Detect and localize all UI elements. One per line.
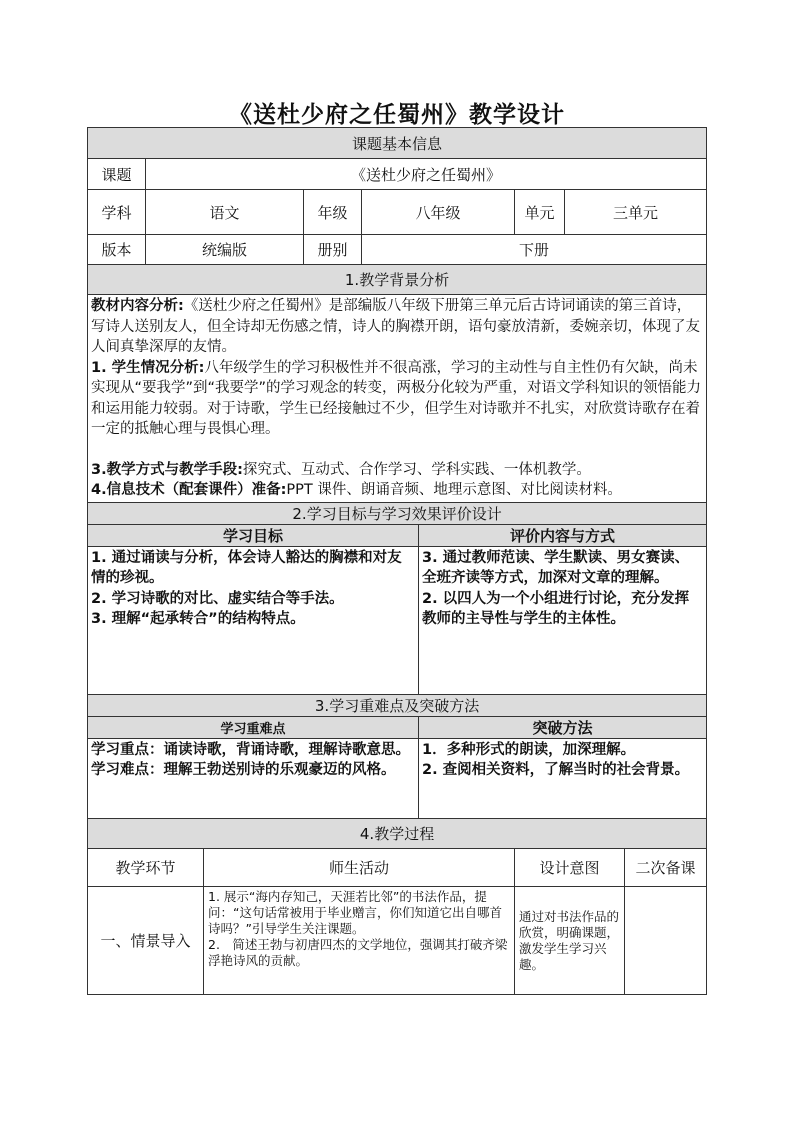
unit-value: 三单元 bbox=[565, 190, 707, 235]
section1-header: 1.教学背景分析 bbox=[88, 265, 707, 295]
edition-label: 版本 bbox=[88, 235, 146, 265]
goal-item: 1. 通过诵读与分析，体会诗人豁达的胸襟和对友情的珍视。 bbox=[91, 549, 402, 586]
edition-value: 统编版 bbox=[146, 235, 304, 265]
grade-value: 八年级 bbox=[362, 190, 515, 235]
lesson-plan-table bbox=[87, 127, 706, 995]
student-analysis-label: 1. 学生情况分析: bbox=[91, 359, 205, 376]
volume-label: 册别 bbox=[304, 235, 362, 265]
section3-header: 3.学习重难点及突破方法 bbox=[88, 694, 707, 716]
key-point-item: 学习难点：理解王勃送别诗的乐观豪迈的风格。 bbox=[91, 762, 396, 778]
goal-item: 3. 理解“起承转合”的结构特点。 bbox=[91, 611, 305, 627]
background-analysis bbox=[88, 295, 707, 503]
evaluation-item: 3. 通过教师范读、学生默读、男女赛读、全班齐读等方式，加深对文章的理解。 bbox=[422, 549, 690, 586]
section2-header: 2.学习目标与学习效果评价设计 bbox=[88, 502, 707, 524]
grade-label: 年级 bbox=[304, 190, 362, 235]
key-points-header: 学习重难点 bbox=[88, 716, 419, 738]
stage-cell: 一、情景导入 bbox=[88, 886, 204, 994]
stage-column-header: 教学环节 bbox=[88, 848, 204, 886]
intent-cell: 通过对书法作品的欣赏，明确课题，激发学生学习兴趣。 bbox=[515, 886, 625, 994]
intent-column-header: 设计意图 bbox=[515, 848, 625, 886]
learning-goals bbox=[88, 546, 419, 694]
key-points bbox=[88, 738, 419, 818]
method-item: 2. 查阅相关资料，了解当时的社会背景。 bbox=[422, 762, 690, 778]
subject-label: 学科 bbox=[88, 190, 146, 235]
it-preparation-label: 4.信息技术（配套课件）准备: bbox=[91, 482, 287, 498]
volume-value: 下册 bbox=[362, 235, 707, 265]
goal-item: 2. 学习诗歌的对比、虚实结合等手法。 bbox=[91, 590, 344, 607]
breakthrough-methods bbox=[419, 738, 707, 818]
activity-item: 2. 简述王勃与初唐四杰的文学地位，强调其打破齐梁浮艳诗风的贡献。 bbox=[208, 936, 508, 968]
textbook-analysis-text: 《送杜少府之任蜀州》是部编版八年级下册第三单元后古诗词诵读的第三首诗，写诗人送别友人，但全诗却无伤感之情，诗人的胸襟开朗，语句豪放清新，委婉亲切，体现了友人间真挚深厚的友情。 bbox=[91, 298, 700, 355]
evaluation-methods bbox=[419, 546, 707, 694]
it-preparation-text: PPT 课件、朗诵音频、地理示意图、对比阅读材料。 bbox=[286, 482, 622, 498]
table-row bbox=[88, 886, 707, 994]
learning-goals-header: 学习目标 bbox=[88, 524, 419, 546]
method-item: 1．多种形式的朗读，加深理解。 bbox=[422, 741, 636, 758]
key-point-item: 学习重点：诵读诗歌，背诵诗歌，理解诗歌意思。 bbox=[91, 741, 410, 758]
topic-value: 《送杜少府之任蜀州》 bbox=[146, 159, 707, 190]
unit-label: 单元 bbox=[515, 190, 565, 235]
evaluation-header: 评价内容与方式 bbox=[419, 524, 707, 546]
activity-cell bbox=[204, 886, 515, 994]
methods-header: 突破方法 bbox=[419, 716, 707, 738]
topic-label: 课题 bbox=[88, 159, 146, 190]
notes-column-header: 二次备课 bbox=[625, 848, 707, 886]
textbook-analysis-label: 教材内容分析: bbox=[91, 298, 184, 314]
basic-info-header: 课题基本信息 bbox=[88, 128, 707, 159]
section4-header: 4.教学过程 bbox=[88, 818, 707, 848]
teaching-method-label: 3.教学方式与教学手段: bbox=[91, 461, 243, 478]
subject-value: 语文 bbox=[146, 190, 304, 235]
activity-item: 1. 展示“海内存知己，天涯若比邻”的书法作品，提问：“这句话常被用于毕业赠言，你们知道它出自哪首诗吗？”引导学生关注课题。 bbox=[208, 888, 502, 936]
document-title: 《送杜少府之任蜀州》教学设计 bbox=[229, 102, 565, 128]
student-analysis-text: 八年级学生的学习积极性并不很高涨，学习的主动性与自主性仍有欠缺，尚未实现从“要我学”到“我要学”的学习观念的转变，两极分化较为严重，对语文学科知识的领悟能力和运用能力较弱。对于诗歌，学生已经接触过不少，但学生对诗歌并不扎实，对欣赏诗歌存在着一定的抵触心理与畏惧心理。 bbox=[91, 359, 702, 437]
evaluation-item: 2. 以四人为一个小组进行讨论，充分发挥教师的主导性与学生的主体性。 bbox=[422, 590, 690, 627]
teaching-method-text: 探究式、互动式、合作学习、学科实践、一体机教学。 bbox=[242, 461, 591, 478]
activity-column-header: 师生活动 bbox=[204, 848, 515, 886]
notes-cell bbox=[625, 886, 707, 994]
